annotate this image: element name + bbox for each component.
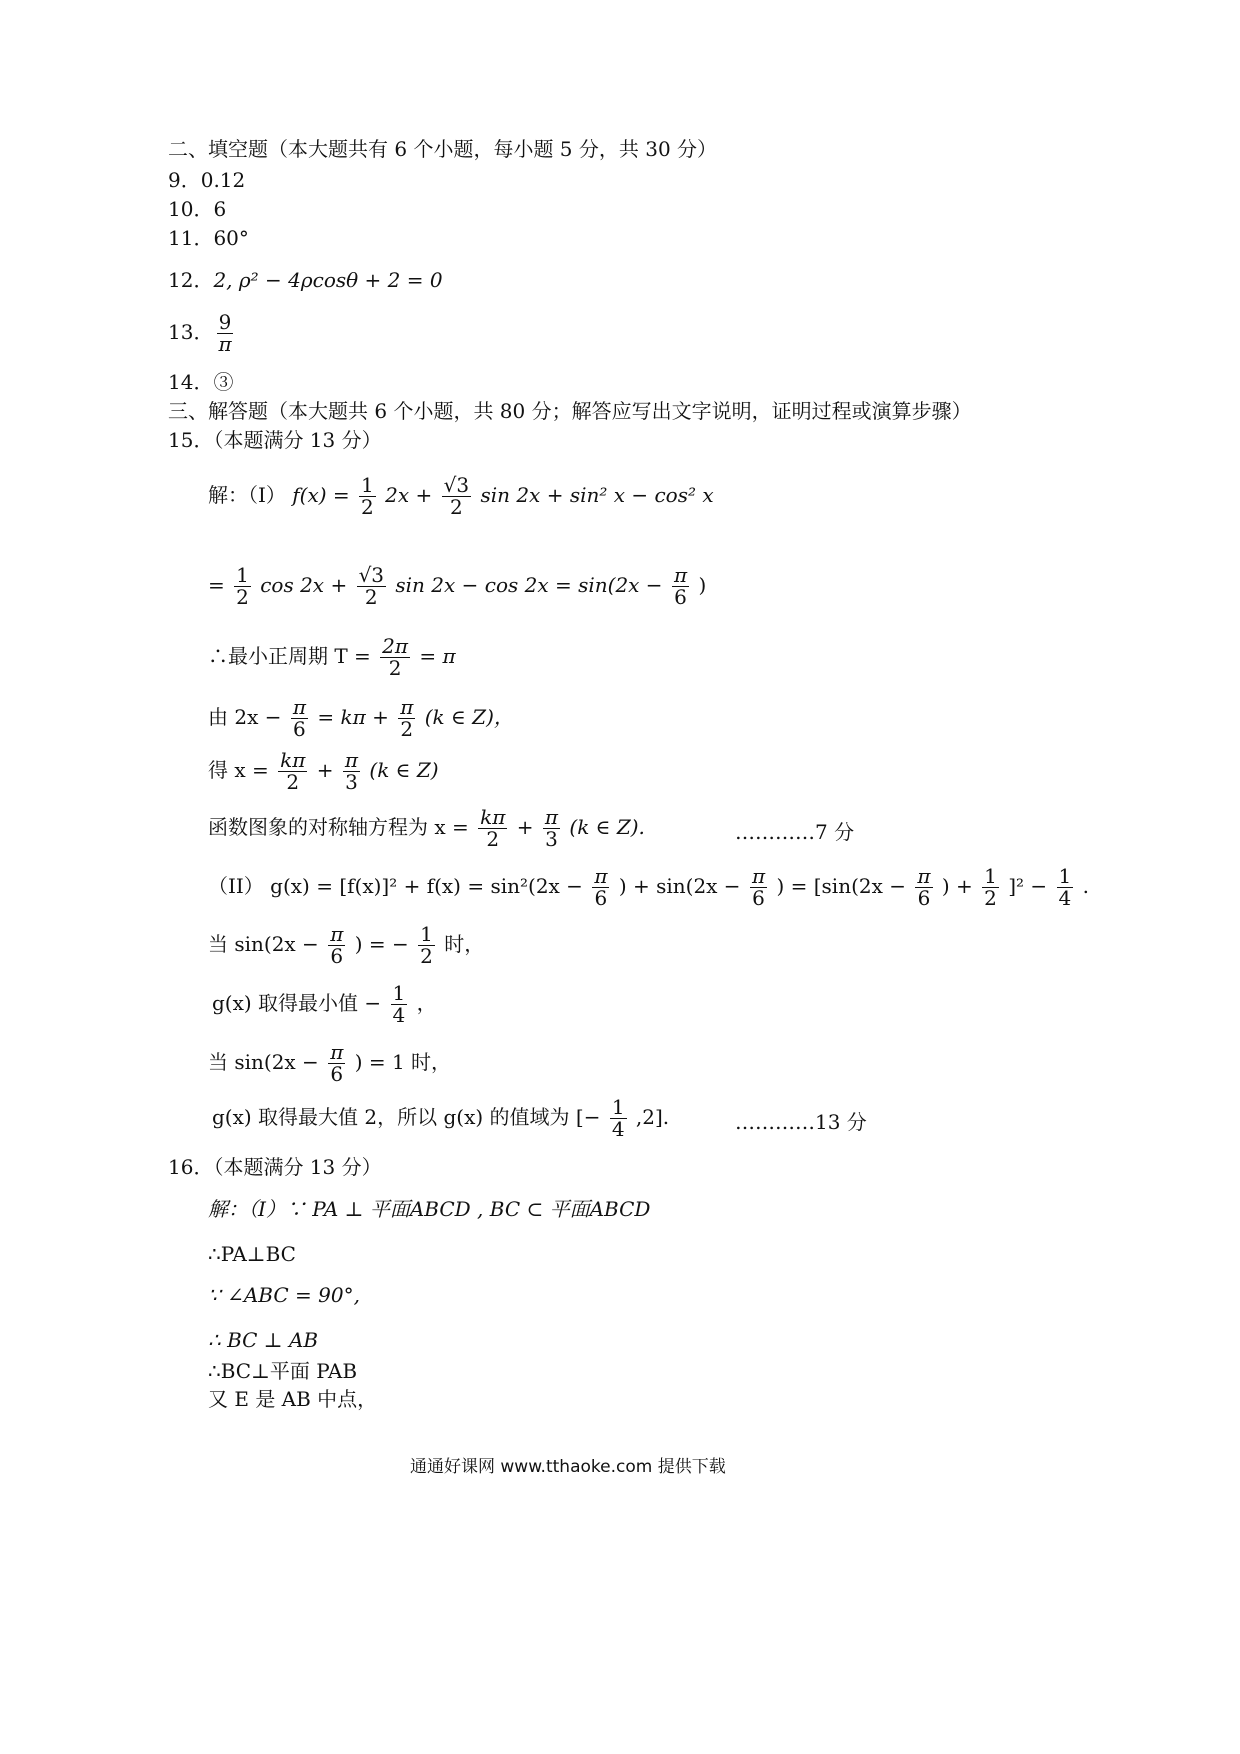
fraction-pi-over-2: [398, 697, 415, 740]
q15-step-1-c: sin 2x + sin² x − cos² x: [480, 483, 714, 507]
numerator: √3: [358, 563, 385, 587]
q15-step-4-b: = kπ +: [317, 705, 389, 729]
denominator: 3: [545, 827, 558, 851]
denominator: 4: [611, 1117, 625, 1141]
q15-step-7-c: ) = [sin(2x −: [776, 874, 906, 898]
numerator: kπ: [480, 805, 506, 829]
numerator: π: [917, 864, 931, 888]
fraction-one-half: [359, 475, 376, 518]
fraction-pi-over-3: [543, 807, 560, 850]
fraction-pi-over-6: [328, 1042, 345, 1085]
fraction-pi-over-6: [328, 924, 345, 967]
q15-step-8: [208, 924, 484, 967]
q15-step-7-e: ]² −: [1008, 874, 1048, 898]
numerator: π: [292, 695, 306, 719]
numerator: 1: [611, 1095, 625, 1119]
plus-sign: +: [316, 758, 334, 782]
page-footer: 通通好课网 www.tthaoke.com 提供下载: [410, 1457, 726, 1477]
fraction-pi-over-6: [672, 565, 689, 608]
fraction-2pi-over-2: [380, 636, 410, 679]
numerator: √3: [443, 473, 470, 497]
q15-step-1-prefix: 解：（I）: [208, 483, 286, 507]
fraction-one-half: [234, 565, 251, 608]
q15-step-5-a: 得 x =: [208, 758, 269, 782]
q15-step-1-b: 2x +: [385, 483, 433, 507]
numerator: 1: [392, 981, 406, 1005]
fraction-one-quarter: [1057, 866, 1074, 909]
q15-step-9: [212, 983, 437, 1026]
numerator: 1: [984, 864, 997, 888]
q15-step-1: [208, 475, 714, 518]
numerator: 1: [236, 563, 249, 587]
denominator: 2: [984, 886, 997, 910]
denominator: 6: [330, 944, 344, 968]
denominator: 6: [594, 886, 608, 910]
numerator: 1: [420, 922, 433, 946]
fraction-kpi-over-2: [478, 807, 507, 850]
fraction-root3-over-2: [357, 565, 386, 608]
numerator: kπ: [280, 748, 306, 772]
answer-9: 9．0.12: [168, 168, 246, 192]
close-paren: ): [698, 573, 707, 597]
denominator: 2: [449, 495, 463, 519]
numerator: π: [594, 864, 608, 888]
q15-step-7: [208, 866, 1089, 909]
numerator: π: [344, 748, 359, 772]
denominator: 6: [752, 886, 765, 910]
q15-step-5-c: (k ∈ Z): [369, 758, 439, 782]
denominator: 2: [286, 770, 300, 794]
answer-11: 11．60°: [168, 226, 249, 250]
denominator: 2: [420, 944, 433, 968]
answer-13: [168, 312, 237, 355]
score-7: …………7 分: [735, 820, 855, 844]
answer-10: 10．6: [168, 197, 227, 221]
denominator: 6: [917, 886, 931, 910]
score-13: …………13 分: [735, 1110, 867, 1134]
denominator: 2: [388, 656, 402, 680]
numerator: 1: [361, 473, 374, 497]
q15-step-9-a: g(x) 取得最小值 −: [212, 991, 382, 1015]
numerator: π: [544, 805, 559, 829]
q15-step-10: [208, 1042, 451, 1085]
q15-step-1-a: f(x) =: [292, 483, 350, 507]
q15-step-9-b: ，: [416, 991, 437, 1015]
denominator: 2: [486, 827, 500, 851]
section-fill-header: 二、填空题（本大题共有 6 个小题，每小题 5 分，共 30 分）: [168, 137, 718, 161]
q15-step-2-c: sin 2x − cos 2x = sin(2x −: [395, 573, 663, 597]
q15-step-7-b: ) + sin(2x −: [618, 874, 741, 898]
question-15-title: 15．（本题满分 13 分）: [168, 428, 382, 452]
answer-14: 14．③: [168, 370, 234, 394]
numerator: π: [330, 1040, 344, 1064]
fraction-one-half: [982, 866, 999, 909]
q15-step-4-c: (k ∈ Z)，: [424, 705, 514, 729]
q15-step-6-c: (k ∈ Z).: [569, 815, 645, 839]
fraction-one-half: [418, 924, 435, 967]
q15-step-4: [208, 697, 514, 740]
q16-step-3: ∵ ∠ABC = 90°,: [208, 1283, 360, 1307]
denominator: 2: [400, 717, 414, 741]
fraction-root3-over-2: [442, 475, 471, 518]
q16-step-4: ∴ BC ⊥ AB: [208, 1328, 319, 1352]
q15-step-5: [208, 750, 439, 793]
denominator: 4: [392, 1003, 406, 1027]
denominator: 6: [330, 1062, 344, 1086]
q15-step-2-b: cos 2x +: [260, 573, 348, 597]
q15-step-11-a: g(x) 取得最大值 2，所以 g(x) 的值域为 [−: [212, 1105, 601, 1129]
numerator: π: [330, 922, 344, 946]
fraction-pi-over-6: [592, 866, 609, 909]
fraction-kpi-over-2: [278, 750, 307, 793]
question-16-title: 16．（本题满分 13 分）: [168, 1155, 382, 1179]
q15-step-11: [212, 1097, 669, 1140]
q15-step-7-a: （II） g(x) = [f(x)]² + f(x) = sin²(2x −: [208, 874, 583, 898]
answer-13-numerator: 9: [218, 310, 232, 334]
answer-13-fraction: [216, 312, 233, 355]
answer-12-expression: 2, ρ² − 4ρcosθ + 2 = 0: [213, 268, 443, 292]
numerator: 1: [1058, 864, 1072, 888]
q16-step-1: 解：（I）∵ PA ⊥ 平面ABCD , BC ⊂ 平面ABCD: [208, 1197, 651, 1221]
q15-step-8-a: 当 sin(2x −: [208, 932, 319, 956]
denominator: 3: [345, 770, 358, 794]
denominator: 6: [674, 585, 687, 609]
fraction-one-quarter: [391, 983, 408, 1026]
section-solve-header: 三、解答题（本大题共 6 个小题，共 80 分；解答应写出文字说明，证明过程或演算步骤）: [168, 399, 972, 423]
fraction-pi-over-6: [291, 697, 308, 740]
q15-step-3-b: = π: [419, 644, 456, 668]
q16-step-5: ∴BC⊥平面 PAB: [208, 1359, 358, 1383]
q16-step-6: 又 E 是 AB 中点，: [208, 1387, 378, 1411]
period: .: [1082, 874, 1089, 898]
q15-step-8-b: ) = −: [354, 932, 409, 956]
answer-13-label: 13．: [168, 320, 214, 344]
denominator: 2: [364, 585, 378, 609]
numerator: π: [400, 695, 414, 719]
q15-step-6-a: 函数图象的对称轴方程为 x =: [208, 815, 469, 839]
q15-step-2-a: =: [208, 573, 225, 597]
q15-step-11-b: ,2].: [635, 1105, 670, 1129]
q15-step-3: [208, 636, 456, 679]
denominator: 6: [293, 717, 306, 741]
numerator: π: [673, 563, 688, 587]
q15-step-2: [208, 565, 706, 608]
q15-step-10-b: ) = 1 时，: [354, 1050, 452, 1074]
answer-12-label: 12．: [168, 268, 214, 292]
numerator: π: [751, 864, 766, 888]
denominator: 4: [1058, 886, 1072, 910]
q15-step-7-d: ) +: [941, 874, 973, 898]
q15-step-10-a: 当 sin(2x −: [208, 1050, 319, 1074]
q15-step-4-a: 由 2x −: [208, 705, 282, 729]
q15-step-8-c: 时，: [444, 932, 485, 956]
fraction-one-quarter: [610, 1097, 627, 1140]
answer-12: [168, 270, 443, 290]
fraction-pi-over-3: [343, 750, 360, 793]
q15-step-6: [208, 807, 645, 850]
q15-step-3-a: ∴最小正周期 T =: [208, 644, 371, 668]
q16-step-2: ∴PA⊥BC: [208, 1242, 296, 1266]
fraction-pi-over-6: [915, 866, 932, 909]
denominator: 2: [236, 585, 249, 609]
fraction-pi-over-6: [750, 866, 767, 909]
answer-13-denominator: π: [218, 332, 232, 356]
plus-sign: +: [516, 815, 534, 839]
numerator: 2π: [382, 634, 409, 658]
denominator: 2: [361, 495, 374, 519]
